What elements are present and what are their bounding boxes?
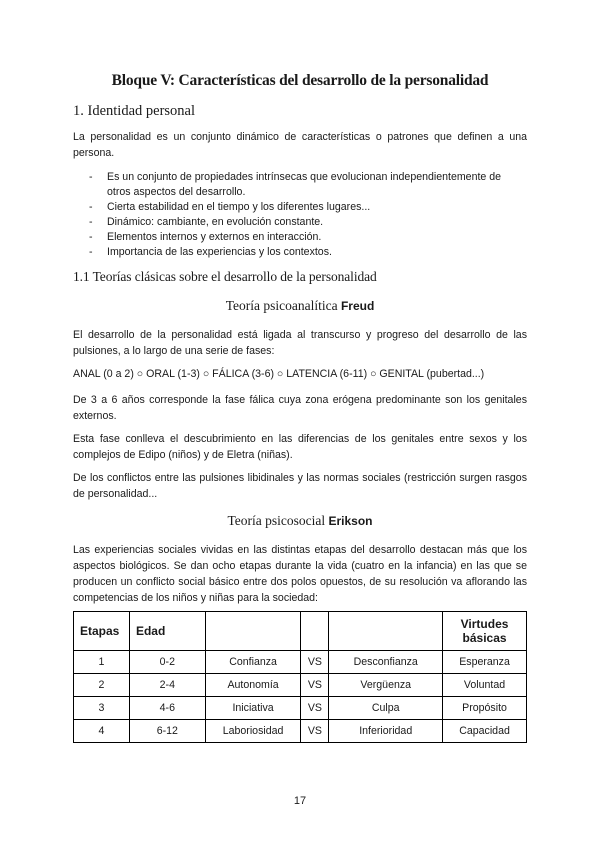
table-row <box>74 720 527 743</box>
table-cell: Culpa <box>329 697 443 720</box>
table-cell: Vergüenza <box>329 674 443 697</box>
table-cell: Confianza <box>205 651 301 674</box>
header-cell: Etapas <box>74 612 130 651</box>
erikson-heading: Teoría psicosocial Erikson <box>227 513 373 528</box>
freud-paragraph-2: De 3 a 6 años corresponde la fase fálica cuya zona erógena predominante son los genitales externos. <box>73 394 527 422</box>
list-item: - Elementos internos y externos en interacción. <box>89 231 322 243</box>
table-cell: VS <box>301 674 329 697</box>
table-cell: Propósito <box>443 697 527 720</box>
page-title: Bloque V: Características del desarrollo de la personalidad <box>111 72 489 89</box>
table-header-row <box>74 612 527 651</box>
table-cell: 4-6 <box>129 697 205 720</box>
header-cell <box>205 612 301 651</box>
table-cell: 1 <box>74 651 130 674</box>
list-item: - Importancia de las experiencias y los contextos. <box>89 246 332 258</box>
table-cell: 4 <box>74 720 130 743</box>
table-cell: 6-12 <box>129 720 205 743</box>
header-cell <box>301 612 329 651</box>
table-cell: Inferioridad <box>329 720 443 743</box>
table-cell: VS <box>301 720 329 743</box>
table-row <box>74 651 527 674</box>
table-cell: VS <box>301 651 329 674</box>
table-row <box>74 697 527 720</box>
table-row <box>74 674 527 697</box>
header-cell: Virtudes básicas <box>443 612 527 651</box>
table-cell: Esperanza <box>443 651 527 674</box>
list-item: - Cierta estabilidad en el tiempo y los diferentes lugares... <box>89 201 371 213</box>
table-cell: Laboriosidad <box>205 720 301 743</box>
list-item: - Es un conjunto de propiedades intrínsecas que evolucionan independientemente de otros aspectos del desarrollo. <box>89 171 502 198</box>
erikson-stages-table <box>73 611 527 743</box>
table-cell: Desconfianza <box>329 651 443 674</box>
section-heading-identidad: 1. Identidad personal <box>73 103 196 119</box>
section-heading-teorias: 1.1 Teorías clásicas sobre el desarrollo de la personalidad <box>73 269 377 284</box>
freud-heading: Teoría psicoanalítica Freud <box>225 298 375 313</box>
table-cell: 2 <box>74 674 130 697</box>
freud-paragraph-3: Esta fase conlleva el descubrimiento en las diferencias de los genitales entre sexos y los complejos de Edipo (niños) y de Eletra (niñas). <box>73 433 527 461</box>
erikson-paragraph: Las experiencias sociales vividas en las distintas etapas del desarrollo destacan más que los aspectos biológicos. Se dan ocho etapas durante la vida (cuatro en la infancia) en las que se producen un conflicto social básico entre dos polos opuestos, de su resolución va aflorando las competencias de los niños y niñas para la sociedad: <box>73 544 527 604</box>
page-number: 17 <box>293 795 307 807</box>
table-cell: VS <box>301 697 329 720</box>
table-cell: 3 <box>74 697 130 720</box>
header-cell: Edad <box>129 612 205 651</box>
freud-paragraph-4: De los conflictos entre las pulsiones libidinales y las normas sociales (restricción surgen rasgos de personalidad... <box>73 472 527 500</box>
header-cell <box>329 612 443 651</box>
characteristics-list <box>73 170 527 260</box>
table-cell: 0-2 <box>129 651 205 674</box>
table-cell: Iniciativa <box>205 697 301 720</box>
table-cell: 2-4 <box>129 674 205 697</box>
table-cell: Capacidad <box>443 720 527 743</box>
list-item: - Dinámico: cambiante, en evolución constante. <box>89 216 324 228</box>
freud-phases: ANAL (0 a 2) ○ ORAL (1-3) ○ FÁLICA (3-6) ○ LATENCIA (6-11) ○ GENITAL (pubertad...) <box>73 368 485 380</box>
intro-paragraph: La personalidad es un conjunto dinámico de características o patrones que definen a una persona. <box>73 131 527 159</box>
table-cell: Autonomía <box>205 674 301 697</box>
freud-paragraph-1: El desarrollo de la personalidad está ligada al transcurso y progreso del desarrollo de las pulsiones, a lo largo de una serie de fases: <box>73 329 527 357</box>
table-cell: Voluntad <box>443 674 527 697</box>
